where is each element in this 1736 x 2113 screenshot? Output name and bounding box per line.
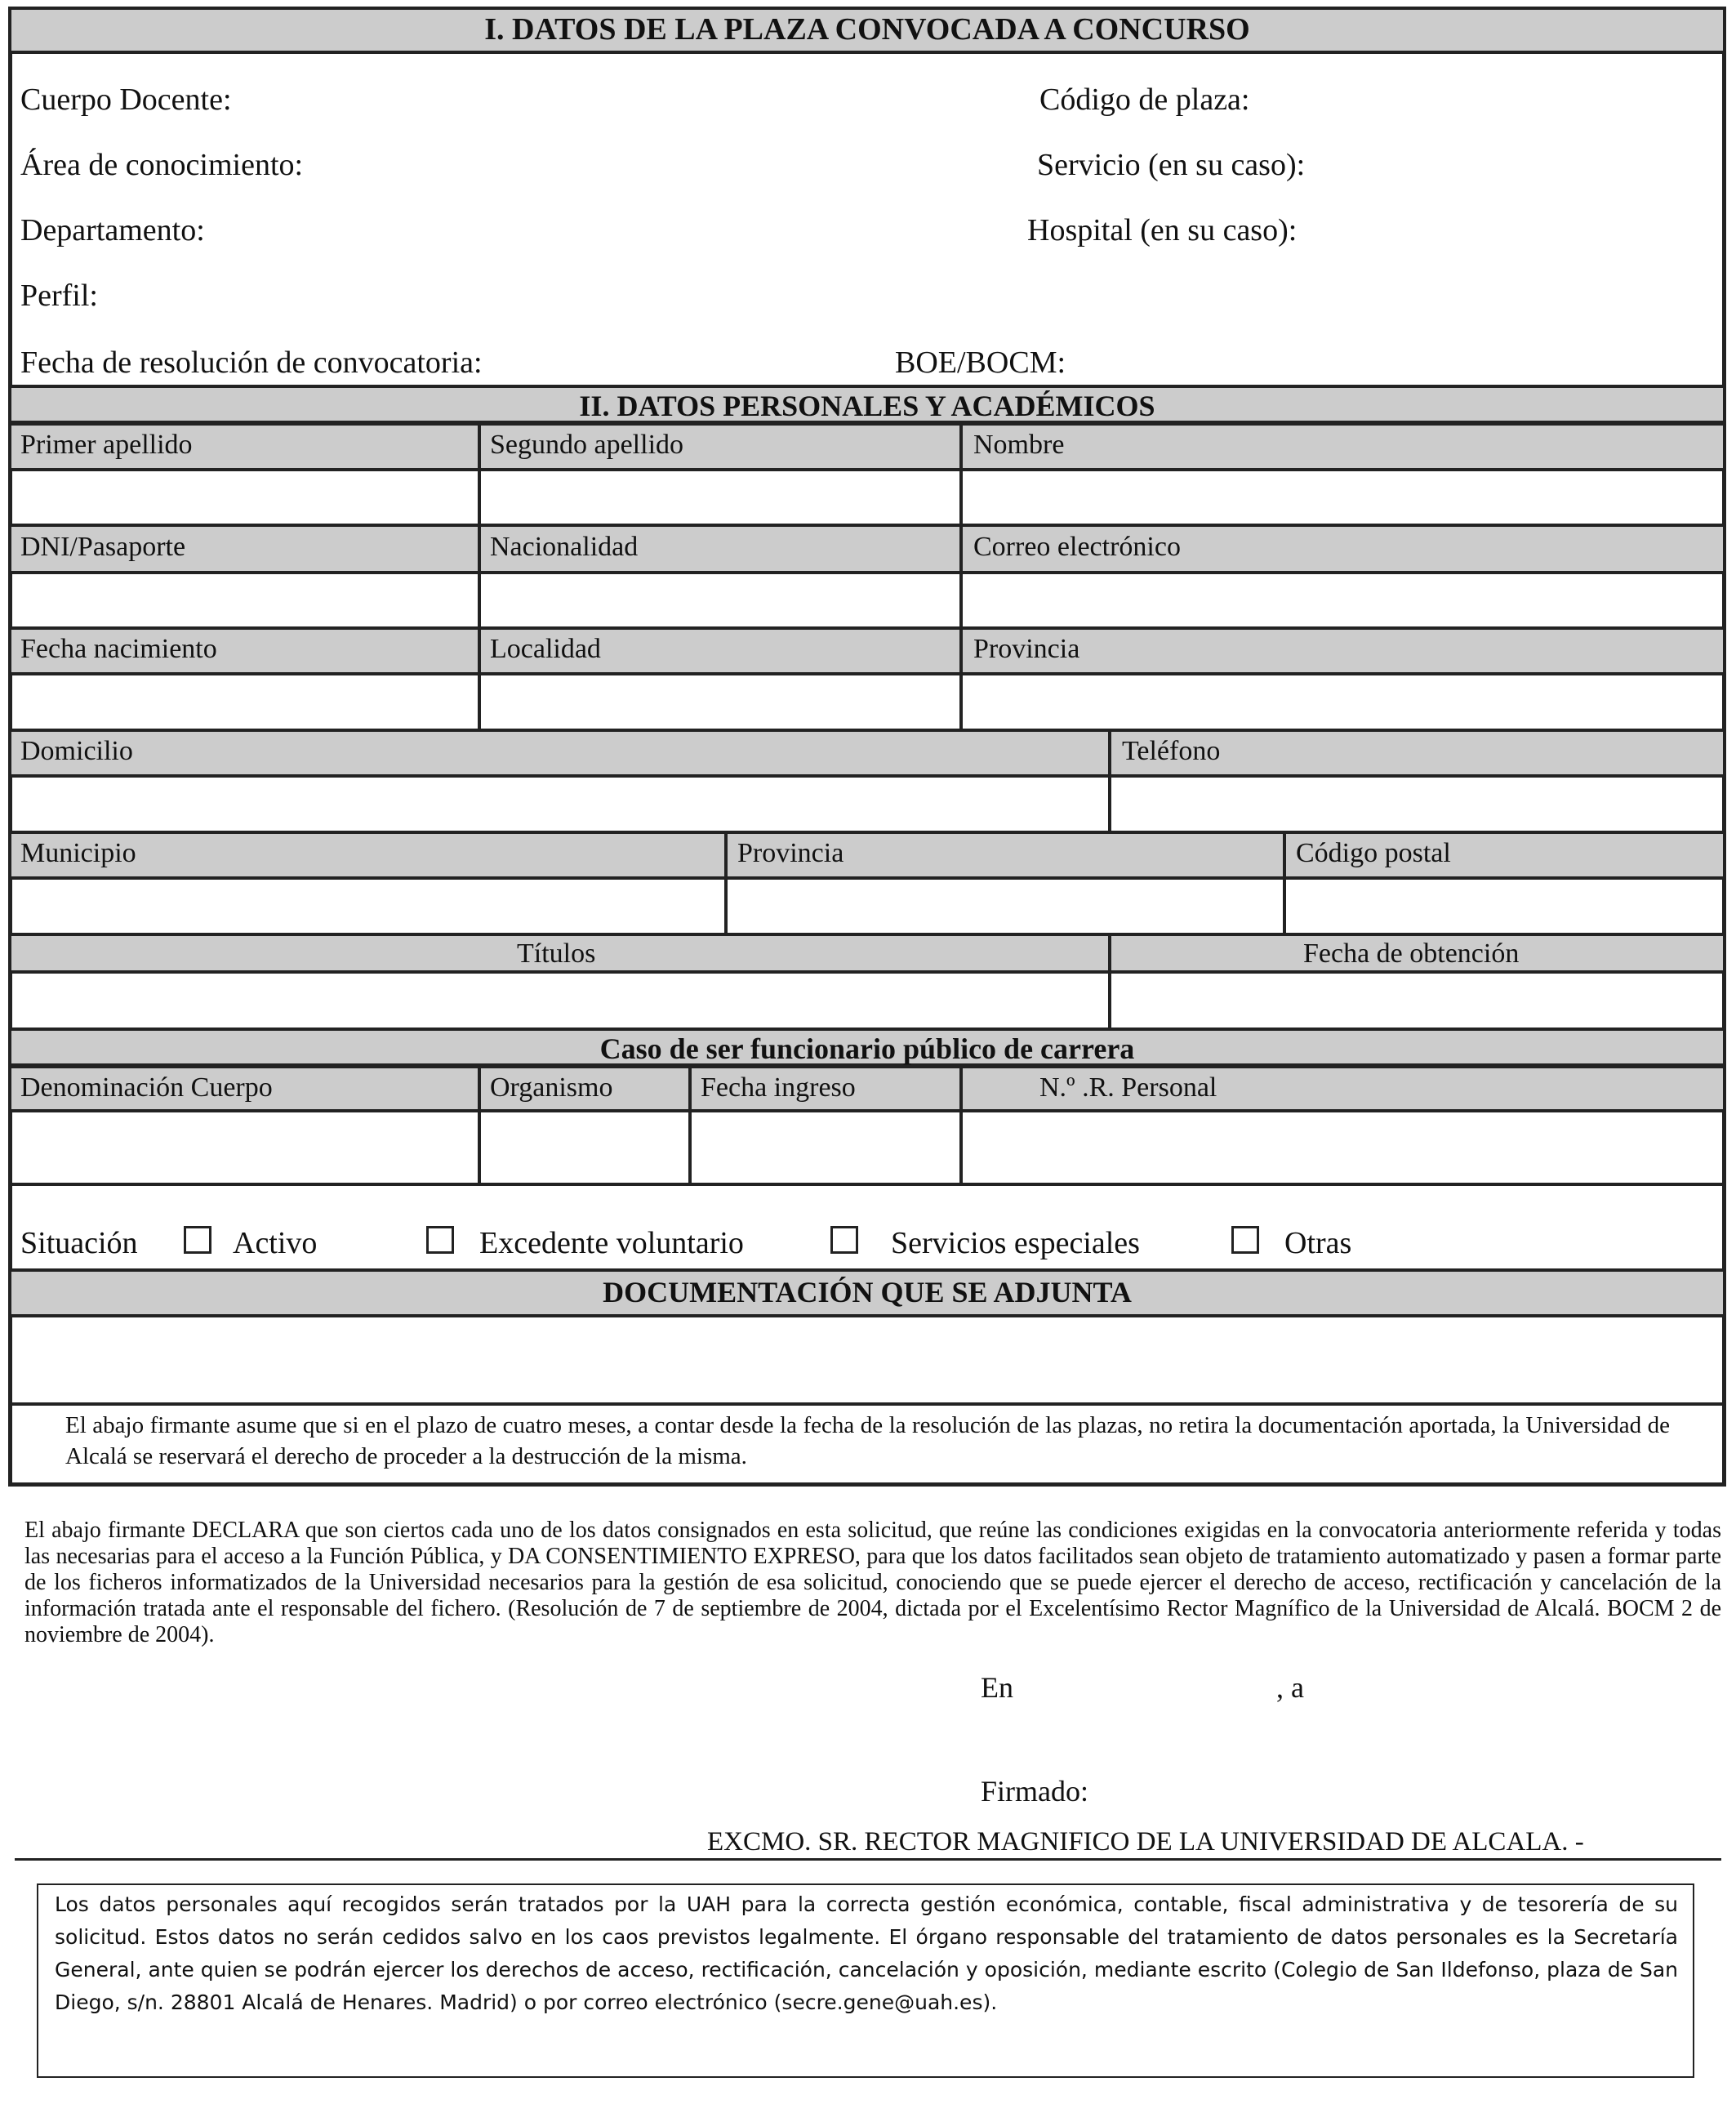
dni-field[interactable]	[11, 574, 478, 628]
nrp-field[interactable]	[963, 1112, 1722, 1183]
provincia2-field[interactable]	[728, 880, 1283, 934]
dni-label: DNI/Pasaporte	[20, 532, 186, 562]
domicilio-field[interactable]	[11, 778, 1108, 832]
documentacion-note: El abajo firmante asume que si en el plazo de cuatro meses, a contar desde la fecha de la resolución de las plazas, no retira la documentación aportada, la Universidad de Alcalá se reservará el derecho de proceder a la destrucción de la misma.	[65, 1412, 1670, 1469]
provincia-label: Provincia	[973, 634, 1080, 664]
boe-label: BOE/BOCM:	[895, 345, 1066, 380]
primer-apellido-field[interactable]	[11, 471, 478, 525]
section1-title: I. DATOS DE LA PLAZA CONVOCADA A CONCURSO	[484, 12, 1250, 47]
fecha-ingreso-field[interactable]	[692, 1112, 959, 1183]
signature-field[interactable]	[1111, 1764, 1682, 1813]
fecha-nacimiento-label: Fecha nacimiento	[20, 634, 217, 664]
organismo-label: Organismo	[490, 1072, 613, 1103]
fecha-obtencion-label: Fecha de obtención	[1303, 938, 1520, 969]
excedente-checkbox[interactable]	[426, 1226, 454, 1254]
place-label: En	[981, 1671, 1013, 1704]
date-field[interactable]	[1331, 1666, 1690, 1705]
correo-field[interactable]	[963, 574, 1722, 628]
hospital-label: Hospital (en su caso):	[1027, 213, 1298, 247]
divider	[8, 1183, 1726, 1186]
otras-label: Otras	[1284, 1226, 1352, 1260]
nombre-label: Nombre	[973, 430, 1065, 460]
titulos-field[interactable]	[11, 974, 1108, 1029]
row3-header	[8, 626, 1726, 675]
place-field[interactable]	[1037, 1666, 1274, 1705]
localidad-field[interactable]	[481, 675, 959, 730]
organismo-field[interactable]	[481, 1112, 688, 1183]
row5-header	[8, 831, 1726, 880]
telefono-field[interactable]	[1111, 778, 1722, 832]
nacionalidad-label: Nacionalidad	[490, 532, 639, 562]
documentacion-field[interactable]	[11, 1317, 1722, 1402]
provincia-field[interactable]	[963, 675, 1722, 730]
departamento-label: Departamento:	[20, 213, 205, 247]
perfil-label: Perfil:	[20, 279, 98, 313]
nombre-field[interactable]	[963, 471, 1722, 525]
municipio-label: Municipio	[20, 838, 136, 868]
row2-header	[8, 524, 1726, 574]
servicios-checkbox[interactable]	[830, 1226, 858, 1254]
fecha-ingreso-label: Fecha ingreso	[701, 1072, 856, 1103]
servicios-label: Servicios especiales	[891, 1226, 1140, 1260]
funcionario-title: Caso de ser funcionario público de carrera	[599, 1032, 1135, 1065]
cuerpo-docente-label: Cuerpo Docente:	[20, 82, 232, 117]
nacionalidad-field[interactable]	[481, 574, 959, 628]
row4-header	[8, 729, 1726, 778]
segundo-apellido-field[interactable]	[481, 471, 959, 525]
municipio-field[interactable]	[11, 880, 724, 934]
area-label: Área de conocimiento:	[20, 148, 304, 182]
codigo-plaza-label: Código de plaza:	[1039, 82, 1250, 117]
segundo-apellido-label: Segundo apellido	[490, 430, 684, 460]
fecha-obtencion-field[interactable]	[1111, 974, 1722, 1029]
situacion-label: Situación	[20, 1226, 138, 1260]
divider	[8, 1402, 1726, 1406]
codigo-postal-field[interactable]	[1286, 880, 1722, 934]
firmado-label: Firmado:	[981, 1775, 1088, 1808]
declaration-text: El abajo firmante DECLARA que son ciertos cada uno de los datos consignados en esta solicitud, que reúne las condiciones exigidas en la convocatoria anteriormente referida y todas las necesarias para el acceso a la Función Pública, y DA CONSENTIMIENTO EXPRESO, para que los datos facilitados sean objeto de tratamiento automatizado y pasen a formar parte de los ficheros informatizados de la Universidad necesarios para la gestión de esa solicitud, conociendo que se puede ejercer el derecho de acceso, rectificación y cancelación de la información tratada ante el responsable del fichero. (Resolución de 7 de septiembre de 2004, dictada por el Excelentísimo Rector Magnífico de la Universidad de Alcalá. BOCM 2 de noviembre de 2004).	[24, 1518, 1721, 1647]
denominacion-field[interactable]	[11, 1112, 478, 1183]
divider	[15, 1858, 1721, 1861]
primer-apellido-label: Primer apellido	[20, 430, 193, 460]
date-label: , a	[1276, 1671, 1304, 1704]
titulos-label: Títulos	[517, 938, 596, 969]
section2-title: II. DATOS PERSONALES Y ACADÉMICOS	[579, 390, 1155, 422]
otras-checkbox[interactable]	[1231, 1226, 1259, 1254]
codigo-postal-label: Código postal	[1296, 838, 1451, 868]
activo-label: Activo	[233, 1226, 318, 1260]
localidad-label: Localidad	[490, 634, 601, 664]
provincia2-label: Provincia	[737, 838, 844, 868]
fecha-nacimiento-field[interactable]	[11, 675, 478, 730]
rector-address: EXCMO. SR. RECTOR MAGNIFICO DE LA UNIVERSIDAD DE ALCALA. -	[707, 1827, 1584, 1857]
correo-label: Correo electrónico	[973, 532, 1181, 562]
telefono-label: Teléfono	[1122, 736, 1221, 766]
domicilio-label: Domicilio	[20, 736, 133, 766]
documentacion-title: DOCUMENTACIÓN QUE SE ADJUNTA	[603, 1276, 1132, 1308]
nrp-label: N.º .R. Personal	[1039, 1072, 1217, 1103]
denominacion-label: Denominación Cuerpo	[20, 1072, 273, 1103]
fecha-resolucion-label: Fecha de resolución de convocatoria:	[20, 345, 483, 380]
row1-header	[8, 422, 1726, 471]
excedente-label: Excedente voluntario	[479, 1226, 744, 1260]
activo-checkbox[interactable]	[184, 1226, 211, 1254]
servicio-label: Servicio (en su caso):	[1037, 148, 1306, 182]
privacy-notice: Los datos personales aquí recogidos serán tratados por la UAH para la correcta gestión económica, contable, fiscal administrativa y de tesorería de su solicitud. Estos datos no serán cedidos salvo en los caos previstos legalmente. El órgano responsable del tratamiento de datos personales es la Secretaría General, ante quien se podrán ejercer los derechos de acceso, rectificación, cancelación y oposición, mediante escrito (Colegio de San Ildefonso, plaza de San Diego, s/n. 28801 Alcalá de Henares. Madrid) o por correo electrónico (secre.gene@uah.es).	[37, 1883, 1694, 2078]
